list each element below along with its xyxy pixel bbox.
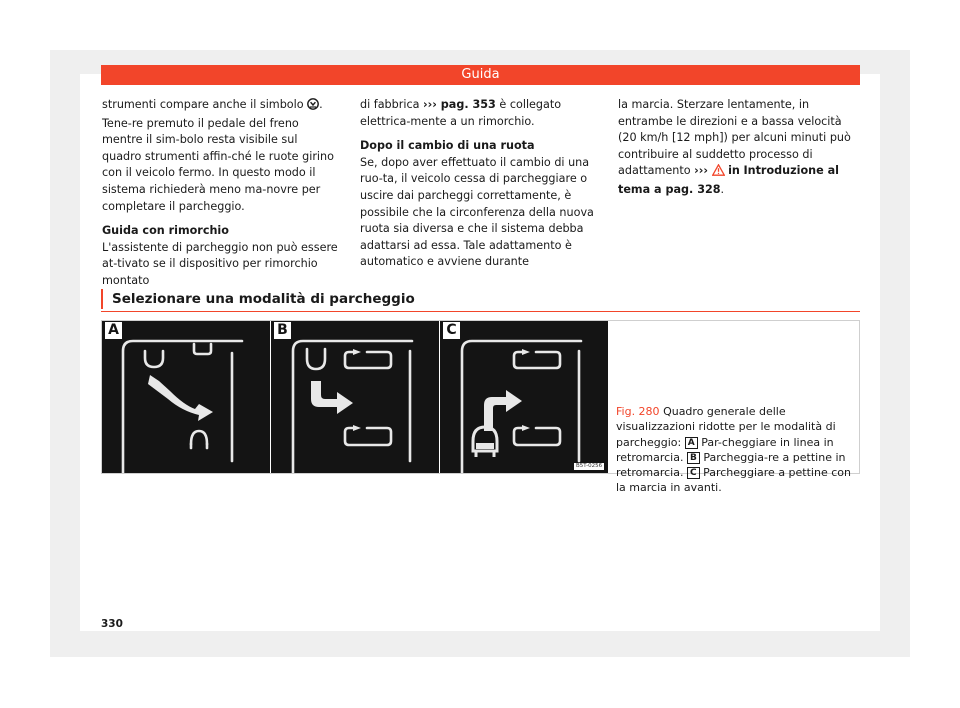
paragraph: Se, dopo aver effettuato il cambio di una ruo-ta, il veicolo cessa di parcheggiare o uscire dai parcheggi correttamente, è possibile che la circonferenza della nuova ruota sia diversa e che il sistema debba adattarsi ad essa. Tale adattamento è automatico e avviene durante xyxy=(360,155,594,269)
perpendicular-parking-reverse-icon xyxy=(271,321,439,473)
subheading-trailer: Guida con rimorchio xyxy=(102,224,229,238)
figure-caption xyxy=(616,404,852,496)
caption-letter-b: B xyxy=(687,452,700,464)
figure-panel-a xyxy=(102,321,270,473)
panel-letter-c: C xyxy=(443,322,460,339)
caption-text: Parcheggiare a pettine con la marcia in avanti. xyxy=(616,466,851,495)
caption-text: Par-cheggiare in linea in retromarcia. xyxy=(616,435,834,464)
section-title: Selezionare una modalità di parcheggio xyxy=(101,289,860,309)
figure-number: Fig. 280 xyxy=(616,405,660,418)
reference-in: in xyxy=(728,164,740,178)
chapter-header: Guida xyxy=(101,65,860,85)
parallel-parking-reverse-icon xyxy=(102,321,270,473)
panel-letter-a: A xyxy=(105,322,122,339)
page-reference-link[interactable]: ››› pag. 353 xyxy=(423,98,496,111)
figure-panel-b xyxy=(271,321,439,473)
reference-arrows: ››› xyxy=(694,164,708,178)
paragraph-text: strumenti compare anche il simbolo xyxy=(102,98,304,111)
caption-text: Parcheggia-re a pettine in retromarcia. xyxy=(616,450,846,480)
perpendicular-parking-forward-icon xyxy=(440,321,608,473)
topic-reference-link[interactable]: Introduzione al tema a pag. 328 xyxy=(618,164,839,196)
page-number: 330 xyxy=(101,618,123,630)
panel-letter-b: B xyxy=(274,322,291,339)
paragraph xyxy=(618,97,854,199)
paragraph xyxy=(102,97,338,215)
caption-text: Quadro generale delle visualizzazioni ridotte per le modalità di parcheggio: xyxy=(616,405,836,449)
brake-pedal-symbol-icon xyxy=(307,98,319,116)
subheading-wheel-change: Dopo il cambio di una ruota xyxy=(360,139,535,153)
paragraph-text: la marcia. Sterzare lentamente, in entrambe le direzioni e a bassa velocità (20 km/h [12 mph]) per alcuni minuti può contribuire al suddetto processo di adattamento xyxy=(618,98,851,178)
text-column-3 xyxy=(618,97,854,207)
paragraph-text: . Tene-re premuto il pedale del freno mentre il sim-bolo resta visibile sul quadro strumenti affin-ché le ruote girino con il veicolo fermo. In questo modo il sistema richiederà meno ma-novre per completare il parcheggio. xyxy=(102,98,334,213)
text-column-2 xyxy=(360,97,596,279)
figure-panel-c xyxy=(440,321,608,473)
caption-letter-c: C xyxy=(687,467,700,479)
paragraph-text: di fabbrica xyxy=(360,98,420,111)
warning-triangle-icon xyxy=(712,164,725,182)
paragraph-text: è collegato elettrica-mente a un rimorchio. xyxy=(360,98,562,128)
figure-code: B5T-0256 xyxy=(576,463,603,469)
car-rear-icon xyxy=(473,427,497,457)
text-column-1 xyxy=(102,97,338,298)
paragraph xyxy=(360,97,596,130)
caption-letter-a: A xyxy=(685,437,698,449)
section-divider xyxy=(101,311,860,312)
paragraph: L'assistente di parcheggio non può essere at-tivato se il dispositivo per rimorchio montato xyxy=(102,240,338,287)
paragraph-text: . xyxy=(720,182,725,196)
